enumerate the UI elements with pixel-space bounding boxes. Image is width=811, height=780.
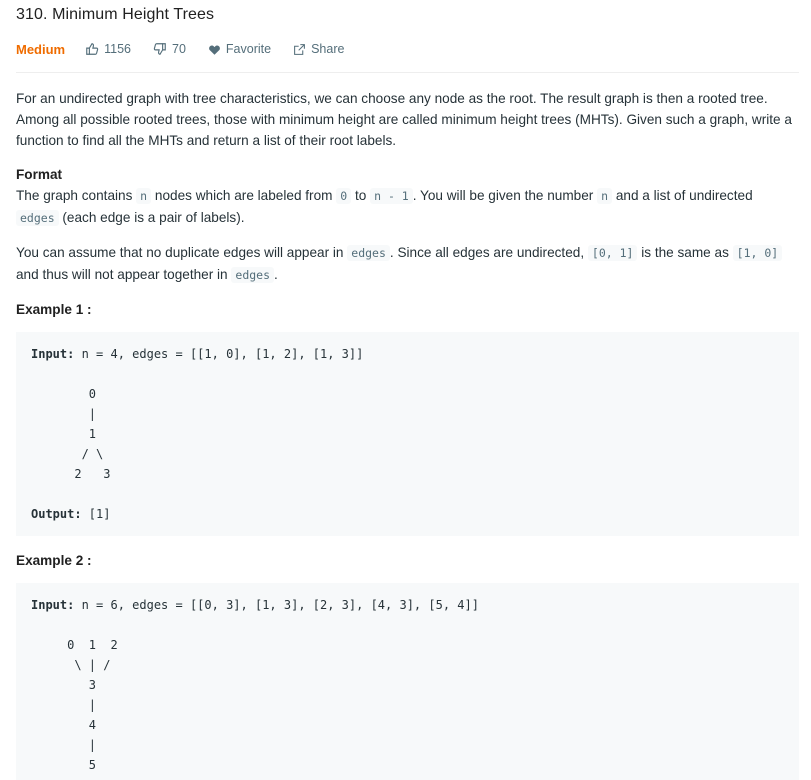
favorite-label: Favorite <box>225 42 272 56</box>
thumbs-down-icon <box>153 42 167 56</box>
like-count: 1156 <box>104 42 132 56</box>
share-button[interactable] <box>293 42 344 56</box>
difficulty-badge: Medium <box>16 41 66 57</box>
code-n-2: n <box>597 188 612 204</box>
problem-meta <box>16 40 366 58</box>
problem-title: 310. Minimum Height Trees <box>16 6 215 23</box>
code-pair-01: [0, 1] <box>588 245 638 261</box>
assume-text-1: You can assume that no duplicate edges will appear in <box>16 245 344 260</box>
format-text-5: and a list of undirected <box>615 188 753 203</box>
code-edges-2: edges <box>347 245 390 261</box>
intro-paragraph: For an undirected graph with tree characteristics, we can choose any node as the root. The result graph is then a rooted tree. Among all possible rooted trees, those with minimum height are called minimum height trees (MHTs). Given such a graph, write a function to find all the MHTs and return a list of their root labels. <box>16 91 792 148</box>
dislike-count: 70 <box>172 42 186 56</box>
example-1-diagram: 0 | 1 / \ 2 3 <box>74 387 111 481</box>
favorite-button[interactable] <box>208 42 271 56</box>
example-1-output-value: [1] <box>81 507 111 521</box>
format-heading: Format <box>16 167 63 182</box>
format-text-4: . You will be given the number <box>412 188 594 203</box>
format-text-3: to <box>354 188 367 203</box>
code-pair-10: [1, 0] <box>733 245 783 261</box>
assume-text-5: . <box>274 267 278 282</box>
example-1-output-label: Output: <box>31 507 82 521</box>
example-1-input-value: n = 4, edges = [[1, 0], [1, 2], [1, 3]] <box>74 347 364 361</box>
header-divider <box>16 72 799 73</box>
like-button[interactable] <box>85 42 131 56</box>
dislike-button[interactable] <box>153 42 186 56</box>
example-2-diagram: 0 1 2 \ | / 3 | 4 | 5 <box>67 638 118 772</box>
assumption-paragraph <box>16 242 799 286</box>
format-text-6: (each edge is a pair of labels). <box>62 210 245 225</box>
share-icon <box>293 43 306 56</box>
format-paragraph <box>16 164 799 229</box>
example-2-input-value: n = 6, edges = [[0, 3], [1, 3], [2, 3], [4, 3], [5, 4]] <box>74 598 479 612</box>
code-edges: edges <box>16 210 59 226</box>
code-0: 0 <box>336 188 351 204</box>
code-n: n <box>136 188 151 204</box>
example-1-input-label: Input: <box>31 347 75 361</box>
example-2-heading: Example 2 : <box>16 553 92 568</box>
code-n-minus-1: n - 1 <box>370 188 413 204</box>
code-edges-3: edges <box>231 267 274 283</box>
format-text-2: nodes which are labeled from <box>154 188 333 203</box>
example-2-block <box>16 583 799 780</box>
assume-text-2: . Since all edges are undirected, <box>389 245 585 260</box>
example-1-block <box>16 332 799 536</box>
example-2-input-label: Input: <box>31 598 75 612</box>
format-text-1: The graph contains <box>16 188 133 203</box>
thumbs-up-icon <box>85 42 99 56</box>
assume-text-3: is the same as <box>641 245 729 260</box>
assume-text-4: and thus will not appear together in <box>16 267 228 282</box>
heart-icon <box>208 43 221 56</box>
example-1-heading: Example 1 : <box>16 302 92 317</box>
problem-description <box>16 88 799 780</box>
share-label: Share <box>311 42 345 56</box>
